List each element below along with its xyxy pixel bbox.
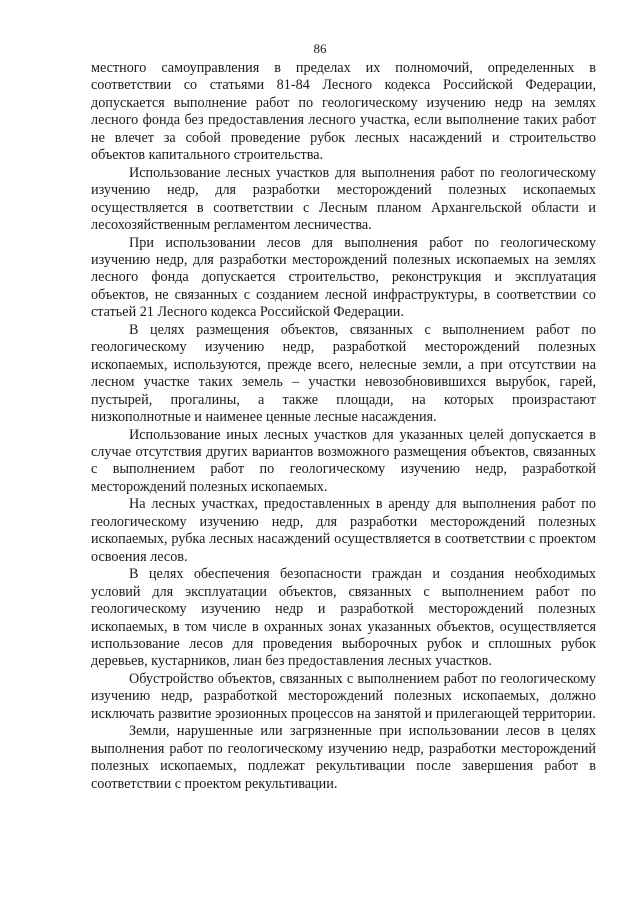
- paragraph-continuation: местного самоуправления в пределах их полномочий, определенных в соответствии со статьями 81-84 Лесного кодекса Российской Федерации, допускается выполнение работ по геологическому изучению недр на землях лесного фонда без предоставления лесного участка, если выполнение таких работ не влечет за собой проведение рубок лесных насаждений и строительство объектов капитального строительства.: [91, 60, 596, 164]
- page-number: 86: [313, 41, 327, 56]
- paragraph: При использовании лесов для выполнения работ по геологическому изучению недр, для разработки месторождений полезных ископаемых на землях лесного фонда допускается строительство, реконструкция и эксплуатация объектов, не связанных с созданием лесной инфраструктуры, в соответствии со статьей 21 Лесного кодекса Российской Федерации.: [91, 234, 596, 321]
- document-body: [91, 60, 596, 793]
- paragraph: В целях размещения объектов, связанных с выполнением работ по геологическому изучению недр, разработкой месторождений полезных ископаемых, используются, прежде всего, нелесные земли, а при отсутствии на лесном участке таких земель – участки невозобновившихся вырубок, гарей, пустырей, прогалины, а также площади, на которых произрастают низкополнотные и наименее ценные лесные насаждения.: [91, 321, 596, 426]
- paragraph: Использование иных лесных участков для указанных целей допускается в случае отсутствия других вариантов возможного размещения объектов, связанных с выполнением работ по геологическому изучению недр, разработкой месторождений полезных ископаемых.: [91, 426, 596, 495]
- paragraph: Обустройство объектов, связанных с выполнением работ по геологическому изучению недр, разработкой месторождений полезных ископаемых, должно исключать развитие эрозионных процессов на занятой и прилегающей территории.: [91, 670, 596, 722]
- paragraph: На лесных участках, предоставленных в аренду для выполнения работ по геологическому изучению недр, для разработки месторождений полезных ископаемых, рубка лесных насаждений осуществляется в соответствии с проектом освоения лесов.: [91, 496, 596, 565]
- paragraph: Земли, нарушенные или загрязненные при использовании лесов в целях выполнения работ по геологическому изучению недр, разработки месторождений полезных ископаемых, подлежат рекультивации после завершения работ в соответствии с проектом рекультивации.: [91, 723, 596, 792]
- paragraph: Использование лесных участков для выполнения работ по геологическому изучению недр, для разработки месторождений полезных ископаемых осуществляется в соответствии с Лесным планом Архангельской области и лесохозяйственным регламентом лесничества.: [91, 164, 596, 234]
- paragraph: В целях обеспечения безопасности граждан и создания необходимых условий для эксплуатации объектов, связанных с выполнением работ по геологическому изучению недр и разработкой месторождений полезных ископаемых, в том числе в охранных зонах указанных объектов, осуществляется использование лесов для проведения выборочных рубок и сплошных рубок деревьев, кустарников, лиан без предоставления лесных участков.: [91, 566, 596, 670]
